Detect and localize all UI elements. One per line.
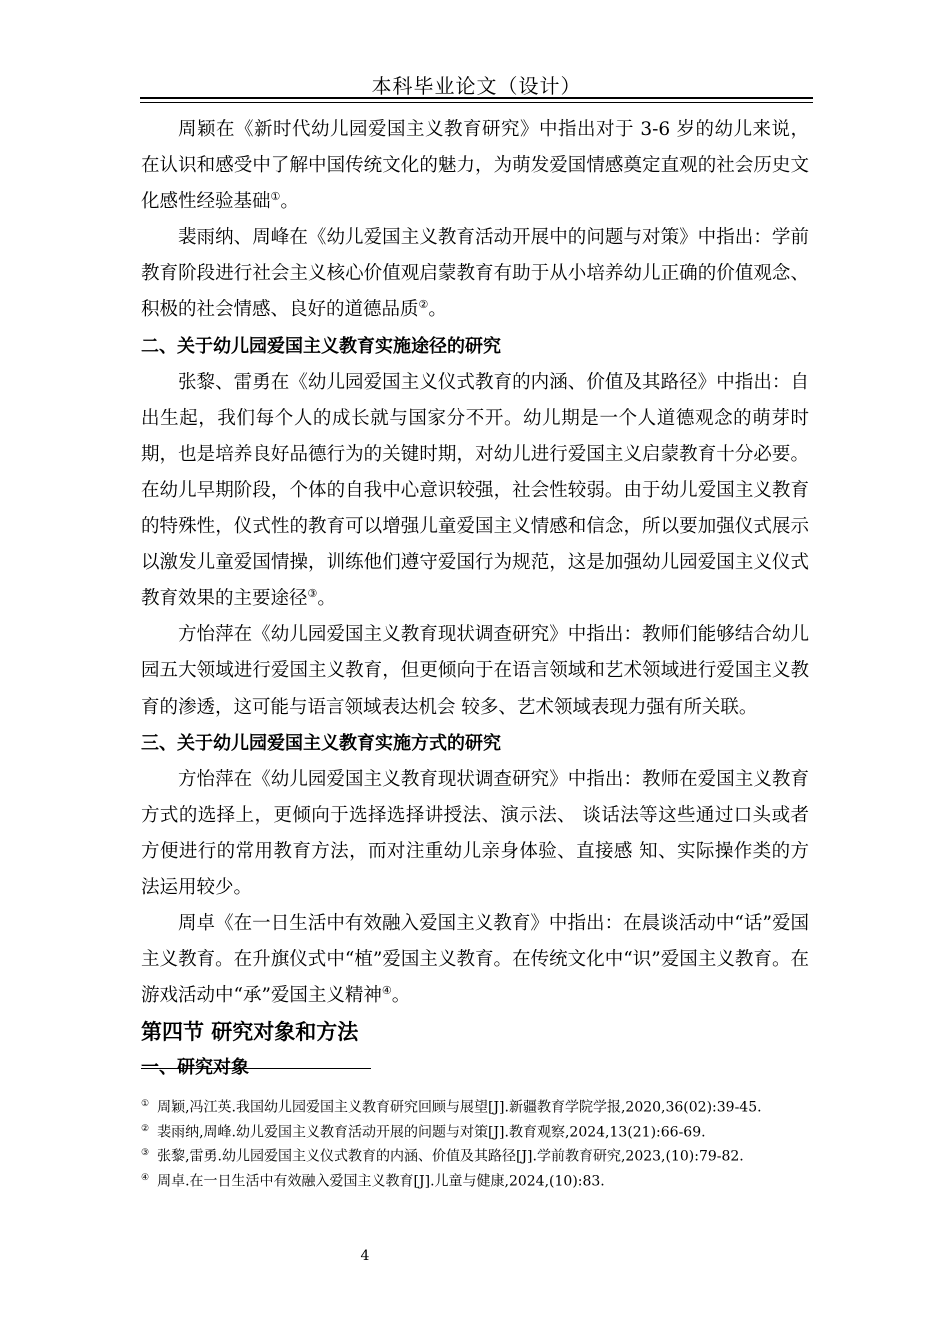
paragraph-1 — [141, 112, 809, 220]
footnote-ref-1[interactable]: ① — [270, 190, 281, 204]
header-rule-thick — [140, 97, 813, 99]
subheading-one: 一、研究对象 — [141, 1057, 249, 1079]
footnote-1 — [141, 1094, 809, 1119]
paragraph-3-text: 张黎、雷勇在《幼儿园爱国主义仪式教育的内涵、价值及其路径》中指出：自出生起，我们每个人的成长就与国家分不开。幼儿期是一个人道德观念的萌芽时期，也是培养良好品德行为的关键时期，对幼儿进行爱国主义启蒙教育十分必要。在幼儿早期阶段，个体的自我中心意识较强，社会性较弱。由于幼儿爱国主义教育的特殊性，仪式性的教育可以增强儿童爱国主义情感和信念，所以要加强仪式展示以激发儿童爱国情操，训练他们遵守爱国行为规范，这是加强幼儿园爱国主义仪式教育效果的主要途径 — [141, 371, 809, 610]
footnotes — [141, 1094, 809, 1193]
paragraph-6-text: 周卓《在一日生活中有效融入爱国主义教育》中指出：在晨谈活动中“话”爱国主义教育。在升旗仪式中“植”爱国主义教育。在传统文化中“识”爱国主义教育。在游戏活动中“承”爱国主义精神 — [141, 913, 809, 1007]
footnote-ref-4[interactable]: ④ — [381, 984, 392, 998]
footnote-ref-2[interactable]: ② — [418, 298, 429, 312]
footnote-separator — [141, 1068, 371, 1069]
section-title: 第四节 研究对象和方法 — [141, 1020, 359, 1045]
footnote-ref-3[interactable]: ③ — [307, 587, 318, 601]
paragraph-1-end: 。 — [280, 191, 299, 213]
paragraph-2-end: 。 — [428, 299, 447, 321]
paragraph-3 — [141, 365, 809, 618]
paragraph-5: 方怡萍在《幼儿园爱国主义教育现状调查研究》中指出：教师在爱国主义教育方式的选择上，更倾向于选择选择讲授法、演示法、 谈话法等这些通过口头或者方便进行的常用教育方法，而对注重幼儿亲身体验、直接感 知、实际操作类的方法运用较少。 — [141, 768, 809, 898]
footnote-1-text: 周颖,冯江英.我国幼儿园爱国主义教育研究回顾与展望[J].新疆教育学院学报,2020,36(02):39-45. — [157, 1099, 762, 1116]
header-rule-thin — [140, 102, 813, 103]
footnote-3 — [141, 1143, 809, 1168]
paragraph-6 — [141, 906, 809, 1014]
footnote-2-mark: ② — [141, 1123, 150, 1134]
footnote-2-text: 裴雨纳,周峰.幼儿爱国主义教育活动开展的问题与对策[J].教育观察,2024,13(21):66-69. — [157, 1124, 706, 1141]
paragraph-4: 方怡萍在《幼儿园爱国主义教育现状调查研究》中指出：教师们能够结合幼儿园五大领域进行爱国主义教育，但更倾向于在语言领域和艺术领域进行爱国主义教育的渗透，这可能与语言领域表达机会 较多、艺术领域表现力强有所关联。 — [141, 624, 809, 718]
paragraph-3-end: 。 — [317, 588, 336, 610]
subheading-three: 三、关于幼儿园爱国主义教育实施方式的研究 — [141, 732, 501, 754]
subheading-two: 二、关于幼儿园爱国主义教育实施途径的研究 — [141, 335, 501, 357]
footnote-4-mark: ④ — [141, 1172, 150, 1183]
footnote-3-mark: ③ — [141, 1148, 150, 1159]
running-header: 本科毕业论文（设计） — [371, 74, 582, 98]
footnote-2 — [141, 1119, 809, 1144]
paragraph-2 — [141, 220, 809, 328]
page-number: 4 — [360, 1248, 370, 1264]
footnote-3-text: 张黎,雷勇.幼儿园爱国主义仪式教育的内涵、价值及其路径[J].学前教育研究,2023,(10):79-82. — [157, 1148, 744, 1165]
paragraph-6-end: 。 — [391, 985, 411, 1007]
paragraph-2-text: 裴雨纳、周峰在《幼儿爱国主义教育活动开展中的问题与对策》中指出：学前教育阶段进行社会主义核心价值观启蒙教育有助于从小培养幼儿正确的价值观念、积极的社会情感、良好的道德品质 — [141, 227, 809, 321]
body-text — [141, 112, 809, 1087]
footnote-4-text: 周卓.在一日生活中有效融入爱国主义教育[J].儿童与健康,2024,(10):83. — [157, 1173, 605, 1190]
paragraph-1-text: 周颖在《新时代幼儿园爱国主义教育研究》中指出对于 3-6 岁的幼儿来说，在认识和感受中了解中国传统文化的魅力，为萌发爱国情感奠定直观的社会历史文化感性经验基础 — [141, 119, 809, 213]
footnote-4 — [141, 1168, 809, 1193]
footnote-1-mark: ① — [141, 1099, 150, 1109]
